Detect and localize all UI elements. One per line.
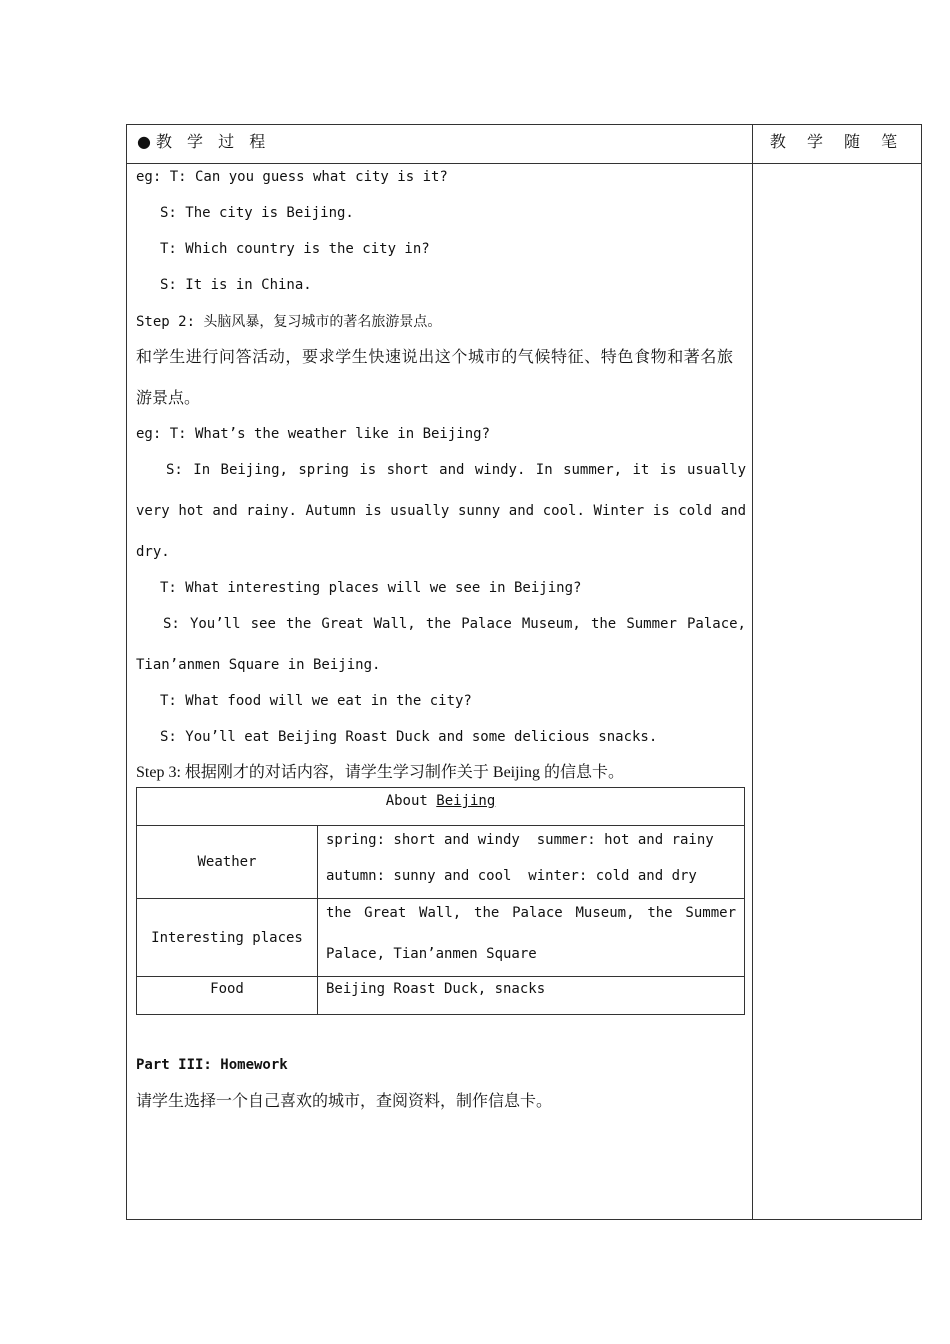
dialogue-line: eg: T: What’s the weather like in Beijing? <box>136 426 491 442</box>
step2-heading <box>136 309 746 345</box>
places-line: the Great Wall, the Palace Museum, the Summer <box>326 905 736 921</box>
lesson-table <box>126 124 922 1220</box>
dialogue-line: T: What food will we eat in the city? <box>160 693 472 709</box>
paragraph-line: 和学生进行问答活动，要求学生快速说出这个城市的气候特征、特色食物和著名旅 <box>136 347 734 366</box>
dialogue-line: S: In Beijing, spring is short and windy. In summer, it is usually <box>166 462 746 478</box>
places-value <box>318 899 745 977</box>
dialogue-line: T: Which country is the city in? <box>160 241 430 257</box>
beijing-info-card <box>136 787 745 1015</box>
weather-line: autumn: sunny and cool winter: cold and dry <box>326 868 697 884</box>
dialogue-line: S: It is in China. <box>160 277 312 293</box>
food-value: Beijing Roast Duck, snacks <box>318 977 745 1015</box>
teaching-process-header: ●教 学 过 程 <box>137 132 271 151</box>
step3-heading: Step 3: 根据刚才的对话内容，请学生学习制作关于 Beijing 的信息卡。 <box>136 764 625 781</box>
homework-title: Part III: Homework <box>136 1057 288 1073</box>
step2-text: Step 2: 头脑风暴，复习城市的著名旅游景点。 <box>136 314 442 330</box>
dialogue-line: S: You’ll see the Great Wall, the Palace Museum, the Summer Palace, <box>163 616 746 632</box>
dialogue-line: S: You’ll eat Beijing Roast Duck and some delicious snacks. <box>160 729 658 745</box>
weather-value <box>318 826 745 899</box>
teaching-notes-header: 教 学 随 笔 <box>769 132 906 151</box>
dialogue-line: Tian’anmen Square in Beijing. <box>136 657 381 673</box>
dialogue-line: T: What interesting places will we see in Beijing? <box>160 580 582 596</box>
column-divider <box>752 125 753 1219</box>
dialogue-line: dry. <box>136 544 170 560</box>
header-divider <box>127 163 921 164</box>
weather-line: spring: short and windy summer: hot and rainy <box>326 832 714 848</box>
dialogue-line: very hot and rainy. Autumn is usually sunny and cool. Winter is cold and <box>136 503 746 519</box>
info-card-city: Beijing <box>436 793 496 809</box>
places-line: Palace, Tian’anmen Square <box>326 946 537 962</box>
homework-text: 请学生选择一个自己喜欢的城市，查阅资料，制作信息卡。 <box>136 1091 553 1110</box>
dialogue-line: S: The city is Beijing. <box>160 205 354 221</box>
info-card-title-prefix: About <box>385 793 437 809</box>
places-label: Interesting places <box>137 899 318 977</box>
weather-label: Weather <box>137 826 318 899</box>
info-card-title <box>137 788 745 826</box>
process-content <box>136 165 746 1125</box>
paragraph-line: 游景点。 <box>136 388 201 407</box>
food-label: Food <box>137 977 318 1015</box>
dialogue-line: eg: T: Can you guess what city is it? <box>136 169 448 185</box>
